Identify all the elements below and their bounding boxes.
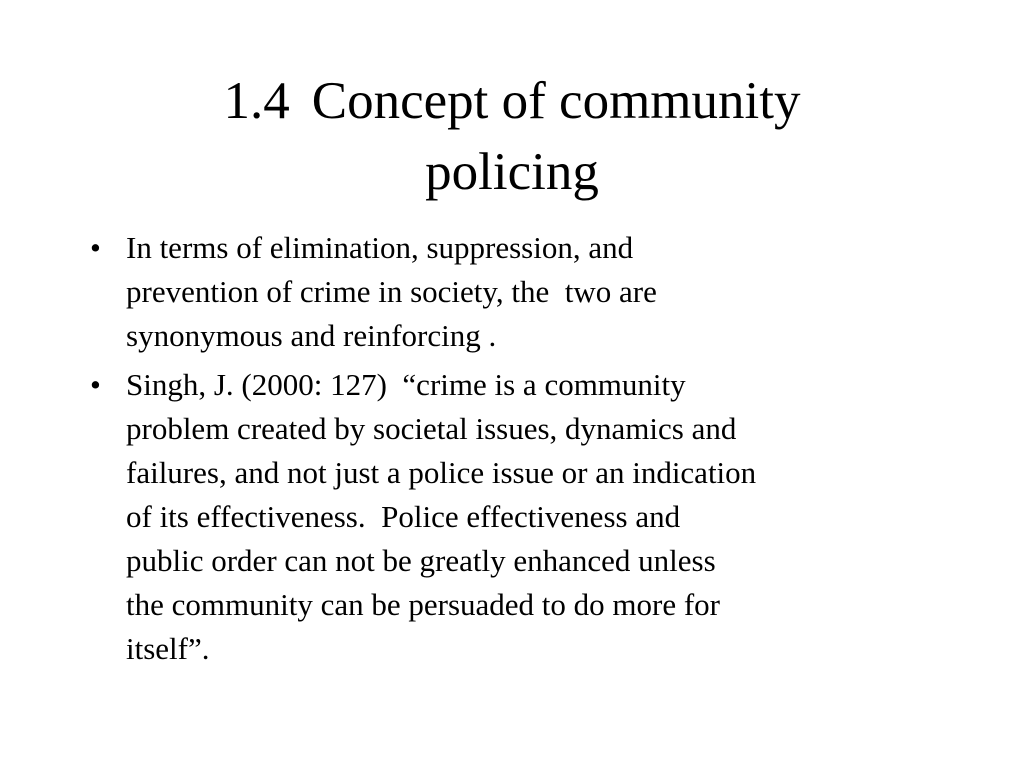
- bullet-2-line-4: of its effectiveness. Police effectiveness and: [126, 499, 681, 534]
- bullet-list: [90, 226, 950, 676]
- title-text-line-1: Concept of community: [311, 72, 801, 130]
- bullet-1-line-2: prevention of crime in society, the two are: [126, 274, 657, 309]
- bullet-1-line-1: In terms of elimination, suppression, and: [126, 230, 634, 265]
- bullet-1-line-3: synonymous and reinforcing .: [126, 318, 497, 353]
- bullet-2-line-2: problem created by societal issues, dynamics and: [126, 411, 737, 446]
- bullet-2-line-6: the community can be persuaded to do more for: [126, 587, 720, 622]
- bullet-item-definition: [90, 226, 950, 358]
- slide-title: [80, 66, 944, 208]
- bullet-2-line-1: Singh, J. (2000: 127) “crime is a community: [126, 367, 686, 402]
- bullet-2-line-3: failures, and not just a police issue or an indication: [126, 455, 757, 490]
- bullet-2-line-5: public order can not be greatly enhanced unless: [126, 543, 716, 578]
- section-number: 1.4: [223, 72, 290, 130]
- title-text-line-2: policing: [425, 143, 599, 201]
- bullet-point-icon: •: [90, 230, 101, 265]
- slide-title-line-1: [80, 66, 944, 137]
- bullet-point-icon: •: [90, 367, 101, 402]
- bullet-2-line-7: itself”.: [126, 631, 210, 666]
- bullet-item-quote: [90, 363, 950, 671]
